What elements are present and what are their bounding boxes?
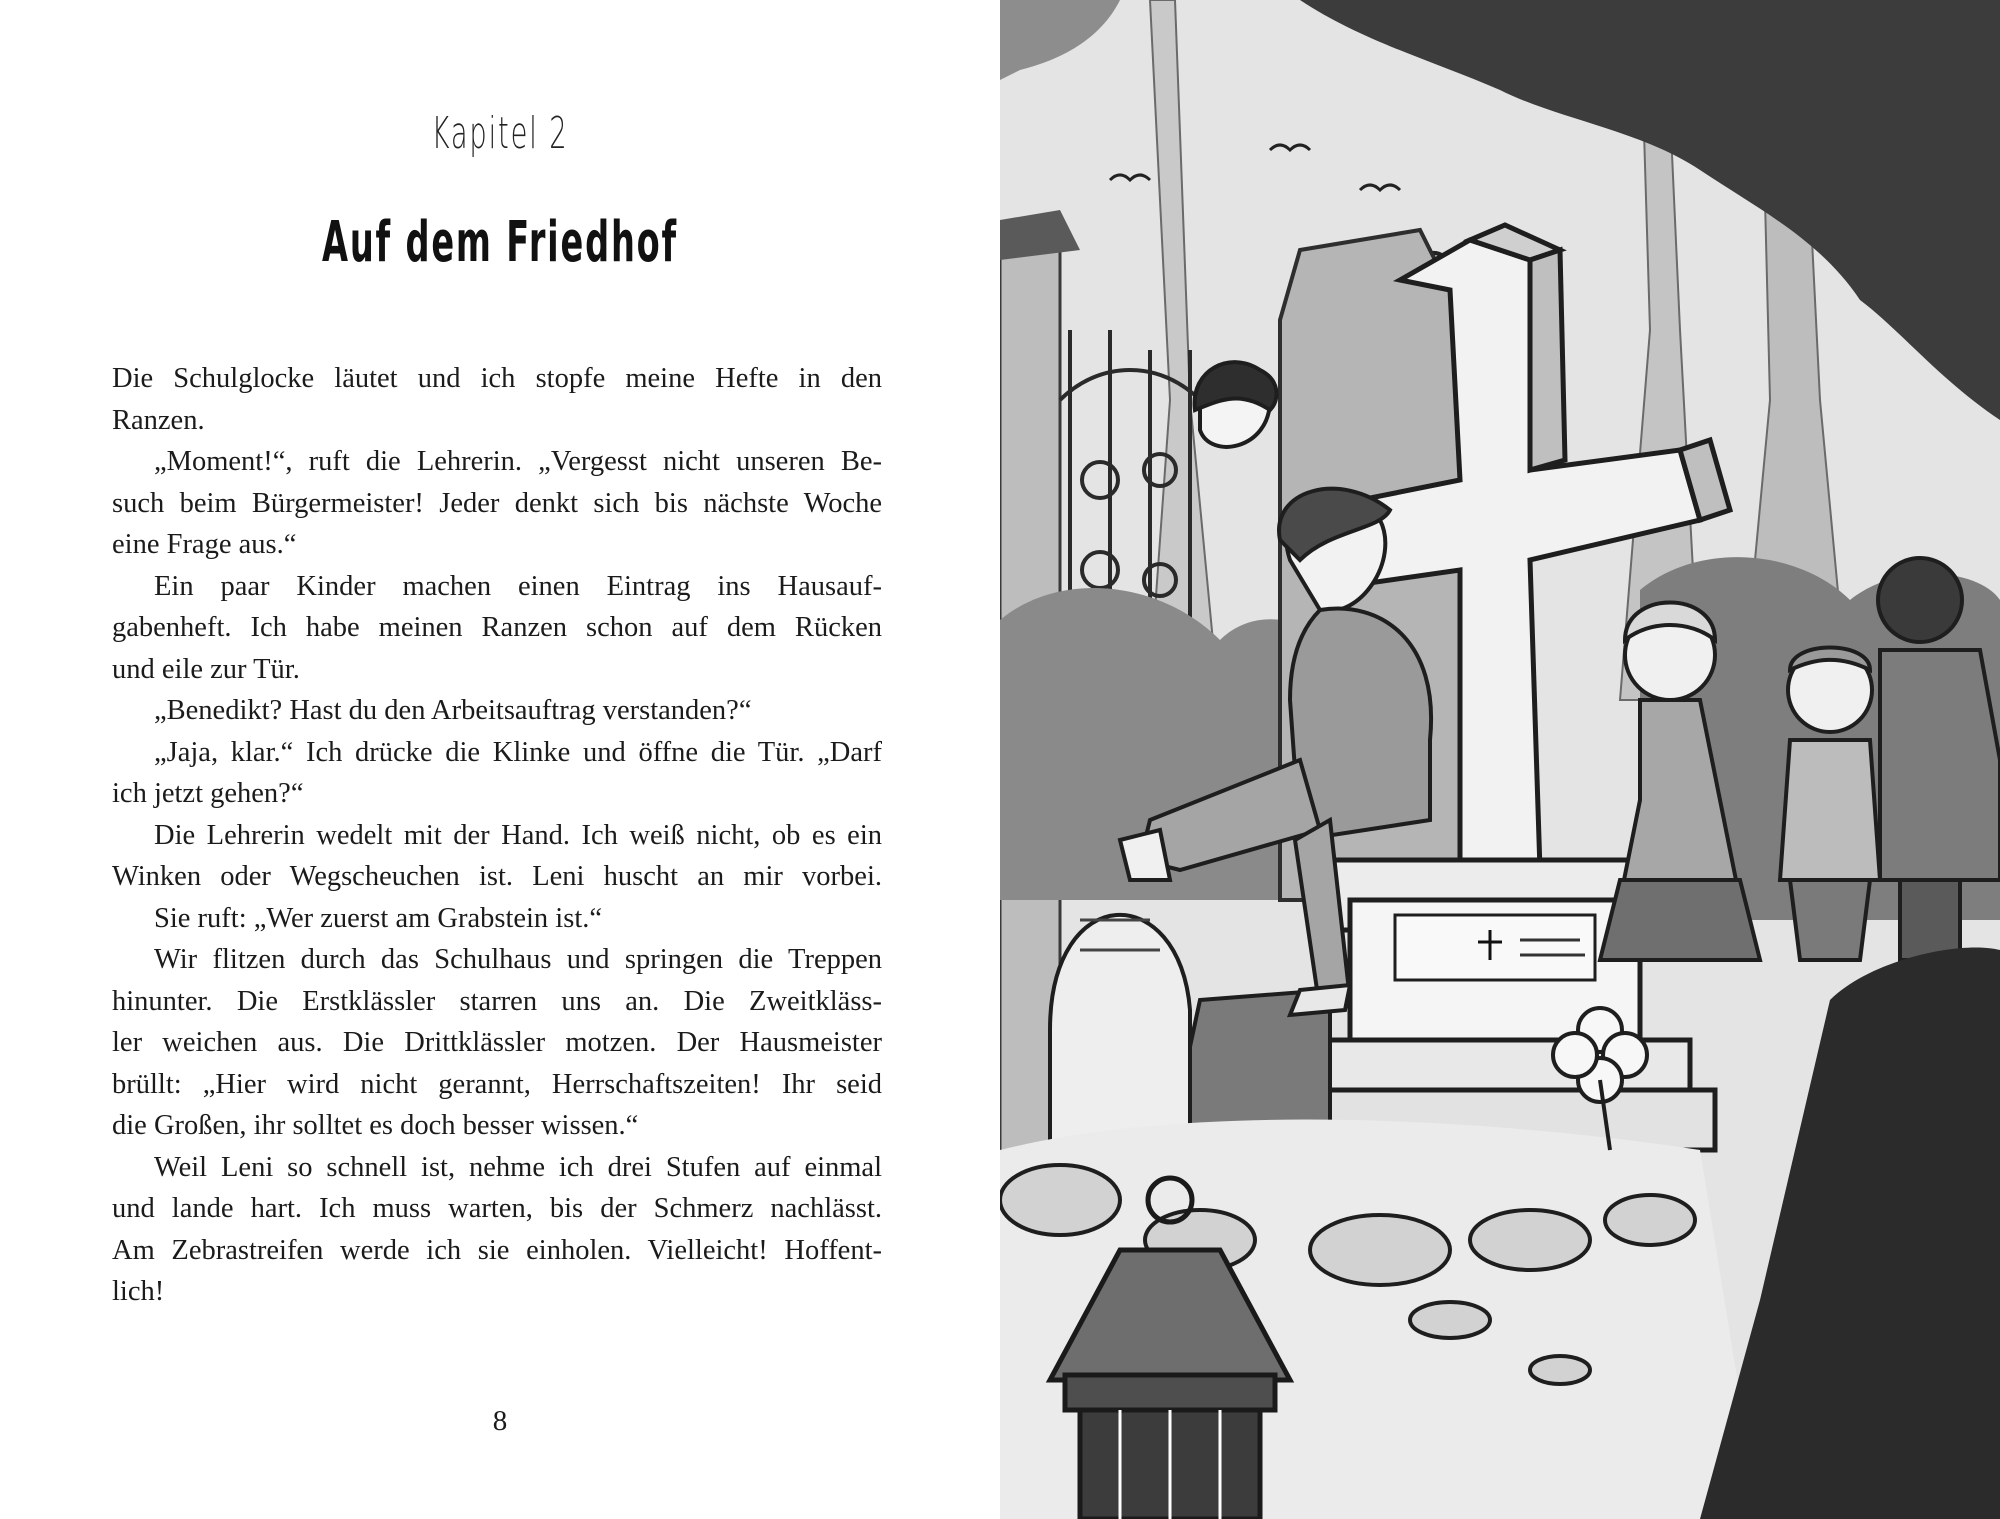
text-line: Wir flitzen durch das Schulhaus und springen die Treppen bbox=[154, 944, 882, 975]
text-line: lich! bbox=[112, 1276, 165, 1307]
illustration-canvas bbox=[1000, 0, 2000, 1519]
text-line: ich jetzt gehen?“ bbox=[112, 778, 304, 809]
cemetery-illustration bbox=[1000, 0, 2000, 1519]
chapter-label: Kapitel 2 bbox=[431, 108, 569, 159]
text-line: die Großen, ihr solltet es doch besser wissen.“ bbox=[112, 1110, 639, 1141]
boy-smiling bbox=[1780, 648, 1880, 961]
text-line: und lande hart. Ich muss warten, bis der Schmerz nachlässt. bbox=[112, 1193, 882, 1224]
text-line: Am Zebrastreifen werde ich sie einholen. Vielleicht! Hoffent- bbox=[112, 1234, 882, 1266]
text-line: hinunter. Die Erstklässler starren uns an. Die Zweitkläss- bbox=[112, 985, 882, 1017]
chapter-title: Auf dem Friedhof bbox=[322, 210, 678, 275]
text-line: gabenheft. Ich habe meinen Ranzen schon auf dem Rücken bbox=[112, 612, 882, 643]
text-line: Winken oder Wegscheuchen ist. Leni huscht an mir vorbei. bbox=[112, 861, 882, 892]
text-line: „Benedikt? Hast du den Arbeitsauftrag verstanden?“ bbox=[154, 695, 752, 726]
text-line: Ein paar Kinder machen einen Eintrag ins Hausauf- bbox=[154, 570, 882, 602]
text-line: such beim Bürgermeister! Jeder denkt sich bis nächste Woche bbox=[112, 487, 882, 519]
text-line: Die Lehrerin wedelt mit der Hand. Ich weiß nicht, ob es ein bbox=[154, 819, 882, 851]
page-number: 8 bbox=[492, 1405, 508, 1437]
text-line: brüllt: „Hier wird nicht gerannt, Herrschaftszeiten! Ihr seid bbox=[112, 1068, 882, 1100]
text-line: „Jaja, klar.“ Ich drücke die Klinke und öffne die Tür. „Darf bbox=[154, 736, 882, 768]
text-line: Die Schulglocke läutet und ich stopfe meine Hefte in den bbox=[112, 363, 882, 394]
text-line: Sie ruft: „Wer zuerst am Grabstein ist.“ bbox=[154, 902, 603, 934]
text-line: „Moment!“, ruft die Lehrerin. „Vergesst nicht unseren Be- bbox=[154, 446, 882, 477]
text-line: und eile zur Tür. bbox=[112, 653, 300, 685]
text-line: eine Frage aus.“ bbox=[112, 529, 297, 560]
text-line: Ranzen. bbox=[112, 404, 205, 436]
body-text bbox=[112, 358, 882, 1313]
text-line: ler weichen aus. Die Drittklässler motzen. Der Hausmeister bbox=[112, 1027, 882, 1058]
text-line: Weil Leni so schnell ist, nehme ich drei Stufen auf einmal bbox=[154, 1151, 882, 1183]
